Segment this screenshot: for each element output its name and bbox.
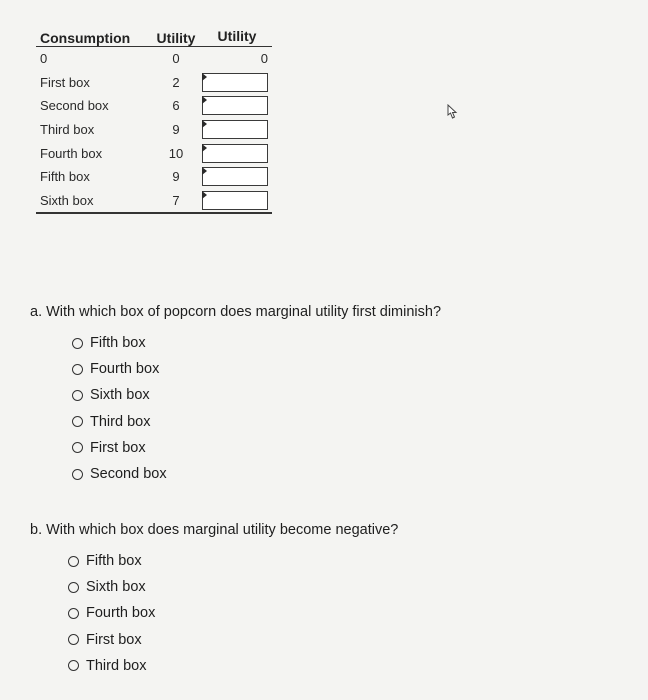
radio-icon[interactable] — [68, 556, 79, 567]
answer-flag-icon — [202, 96, 207, 104]
radio-icon[interactable] — [72, 364, 83, 375]
option-third-box[interactable] — [68, 653, 155, 679]
utility-cell: 0 — [172, 51, 180, 67]
question-b-text: b. With which box does marginal utility become negative? — [30, 522, 399, 538]
consumption-cell: Fourth box — [40, 145, 103, 161]
answer-flag-icon — [202, 191, 207, 199]
option-fourth-box[interactable] — [72, 356, 167, 382]
marginal-utility-input[interactable] — [202, 73, 268, 92]
option-label: Third box — [90, 413, 151, 430]
option-label: First box — [90, 439, 146, 456]
radio-icon[interactable] — [72, 416, 83, 427]
option-fifth-box[interactable] — [72, 330, 167, 356]
option-label: Sixth box — [90, 387, 150, 404]
option-fourth-box[interactable] — [68, 600, 155, 626]
utility-header: Utility — [150, 22, 202, 47]
marginal-utility-input[interactable] — [202, 120, 268, 139]
utility-cell: 9 — [172, 122, 180, 138]
consumption-header: Consumption — [36, 22, 150, 47]
option-label: Third box — [86, 657, 147, 674]
mouse-cursor-icon — [445, 104, 459, 120]
radio-icon[interactable] — [72, 338, 83, 349]
consumption-cell: Fifth box — [40, 169, 90, 185]
utility-cell: 2 — [172, 74, 180, 90]
option-fifth-box[interactable] — [68, 548, 155, 574]
option-label: Sixth box — [86, 579, 146, 596]
marginal-utility-input[interactable] — [202, 191, 268, 210]
question-a-text: a. With which box of popcorn does marginal utility first diminish? — [30, 304, 442, 320]
table-row — [36, 47, 272, 71]
table-header-row — [36, 22, 272, 47]
option-label: Second box — [90, 466, 167, 483]
option-label: Fourth box — [86, 605, 156, 622]
option-first-box[interactable] — [68, 627, 155, 653]
option-label: Fifth box — [90, 335, 146, 352]
answer-flag-icon — [202, 167, 207, 175]
table-row — [36, 141, 272, 165]
utility-cell: 10 — [168, 145, 184, 161]
table-row — [36, 94, 272, 118]
utility-cell: 6 — [172, 98, 180, 114]
option-label: First box — [86, 631, 142, 648]
radio-icon[interactable] — [68, 582, 79, 593]
option-first-box[interactable] — [72, 435, 167, 461]
question-a-options — [72, 330, 167, 487]
answer-flag-icon — [202, 144, 207, 152]
consumption-cell: Third box — [40, 122, 95, 138]
consumption-cell: Sixth box — [36, 189, 150, 214]
utility-table — [36, 22, 272, 214]
radio-icon[interactable] — [72, 390, 83, 401]
answer-flag-icon — [202, 120, 207, 128]
answer-flag-icon — [202, 73, 207, 81]
consumption-cell: First box — [40, 74, 90, 90]
option-sixth-box[interactable] — [68, 574, 155, 600]
table-row — [36, 118, 272, 142]
marginal-utility-input[interactable] — [202, 167, 268, 186]
radio-icon[interactable] — [68, 634, 79, 645]
table-row — [36, 165, 272, 189]
marginal-utility-cell: 0 — [260, 51, 268, 67]
marginal-utility-input[interactable] — [202, 144, 268, 163]
table-row — [36, 71, 272, 95]
marginal-utility-input[interactable] — [202, 96, 268, 115]
radio-icon[interactable] — [72, 442, 83, 453]
option-label: Fifth box — [86, 553, 142, 570]
utility-cell: 9 — [172, 169, 180, 185]
consumption-cell: 0 — [40, 51, 48, 67]
marginal-utility-header: Utility — [202, 22, 272, 47]
consumption-cell: Second box — [40, 98, 109, 114]
radio-icon[interactable] — [68, 660, 79, 671]
table-row — [36, 189, 272, 214]
option-label: Fourth box — [90, 361, 160, 378]
option-third-box[interactable] — [72, 409, 167, 435]
utility-cell: 7 — [150, 189, 202, 214]
radio-icon[interactable] — [68, 608, 79, 619]
option-sixth-box[interactable] — [72, 382, 167, 408]
question-b-options — [68, 548, 155, 679]
radio-icon[interactable] — [72, 469, 83, 480]
option-second-box[interactable] — [72, 461, 167, 487]
